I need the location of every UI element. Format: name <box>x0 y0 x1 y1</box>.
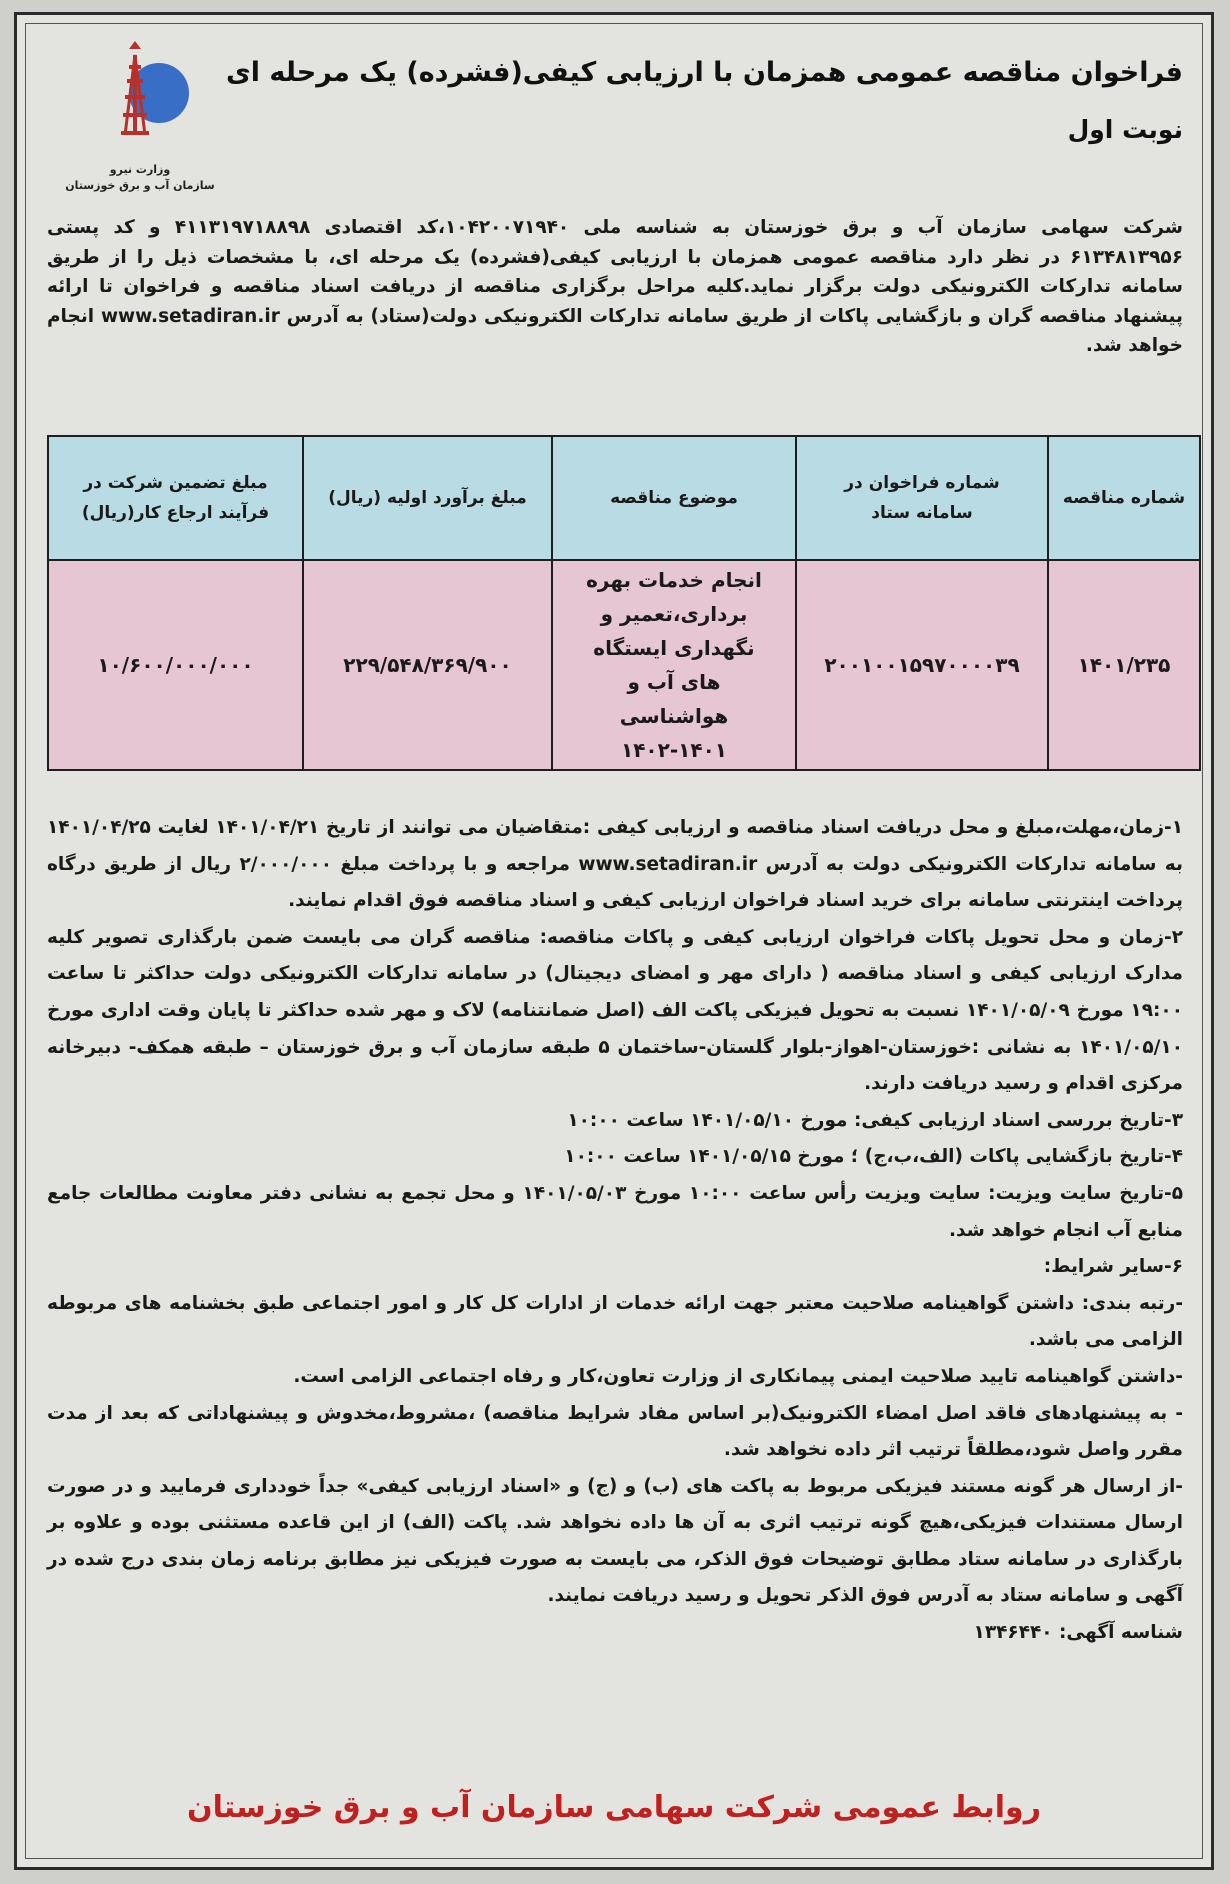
section-6-heading: ۶-سایر شرایط: <box>1043 1256 1183 1278</box>
intro-paragraph: شرکت سهامی سازمان آب و برق خوزستان به شناسه ملی ۱۰۴۲۰۰۷۱۹۴۰،کد اقتصادی ۴۱۱۳۱۹۷۱۸۸۹۸ و کد پستی ۶۱۳۴۸۱۳۹۵۶ در نظر دارد مناقصه عمومی همزمان با ارزیابی کیفی(فشرده) یک مرحله ای، با مشخصات ذیل را از طریق سامانه تدارکات الکترونیکی دولت برگزار نماید.کلیه مراحل برگزاری مناقصه از دریافت اسناد مناقصه و فراخوان تا ارائه پیشنهاد مناقصه گران و بازگشایی پاکات از طریق سامانه تدارکات الکترونیکی دولت(ستاد) به آدرس www.setadiran.ir انجام خواهد شد. <box>47 217 1183 356</box>
header-guarantee: مبلغ تضمین شرکت در فرآیند ارجاع کار(ریال) <box>48 436 303 560</box>
section-1-documents: ۱-زمان،مهلت،مبلغ و محل دریافت اسناد مناقصه و ارزیابی کیفی :متقاضیان می توانند از تاریخ ۱۴۰۱/۰۴/۲۱ لغایت ۱۴۰۱/۰۴/۲۵ به سامانه تدارکات الکترونیکی دولت به آدرس www.setadiran.ir مراجعه و با پرداخت مبلغ ۲/۰۰۰/۰۰۰ ریال از طریق درگاه پرداخت اینترنتی سامانه برای خرید اسناد فراخوان ارزیابی کیفی و اسناد مناقصه فوق اقدام نمایند. <box>47 817 1183 912</box>
section-5-site-visit: ۵-تاریخ سایت ویزیت: سایت ویزیت رأس ساعت ۱۰:۰۰ مورخ ۱۴۰۱/۰۵/۰۳ و محل تجمع به نشانی دفتر معاونت مطالعات جامع منابع آب انجام خواهد شد. <box>47 1182 1183 1241</box>
table-row <box>48 560 1200 770</box>
cell-estimate: ۲۲۹/۵۴۸/۳۶۹/۹۰۰ <box>303 560 552 770</box>
page-subtitle: نوبت اول <box>1067 115 1183 144</box>
page-title: فراخوان مناقصه عمومی همزمان با ارزیابی کیفی(فشرده) یک مرحله ای <box>226 57 1183 88</box>
section-6-rating: -رتبه بندی: داشتن گواهینامه صلاحیت معتبر جهت ارائه خدمات از ادارات کل کار و امور اجتماعی طبق بخشنامه های مربوطه الزامی می باشد. <box>47 1292 1183 1351</box>
header-tender-number: شماره مناقصه <box>1048 436 1200 560</box>
section-4-opening-date: ۴-تاریخ بازگشایی پاکات (الف،ب،ج) ؛ مورخ ۱۴۰۱/۰۵/۱۵ ساعت ۱۰:۰۰ <box>564 1146 1183 1168</box>
announcement-page <box>14 12 1214 1870</box>
cell-guarantee: ۱۰/۶۰۰/۰۰۰/۰۰۰ <box>48 560 303 770</box>
logo-organization-text: سازمان آب و برق خوزستان <box>65 179 215 192</box>
header-subject: موضوع مناقصه <box>552 436 796 560</box>
logo-ministry-text: وزارت نیرو <box>109 163 171 176</box>
cell-tender-number: ۱۴۰۱/۲۳۵ <box>1048 560 1200 770</box>
header-estimate: مبلغ برآورد اولیه (ریال) <box>303 436 552 560</box>
conditions-section <box>47 810 1183 1652</box>
section-6-safety: -داشتن گواهینامه تایید صلاحیت ایمنی پیمانکاری از وزارت تعاون،کار و رفاه اجتماعی الزامی است. <box>293 1365 1183 1387</box>
ad-identifier: شناسه آگهی: ۱۳۴۶۴۴۰ <box>973 1622 1183 1644</box>
header-call-number: شماره فراخوان در سامانه ستاد <box>796 436 1048 560</box>
footer-public-relations: روابط عمومی شرکت سهامی سازمان آب و برق خوزستان <box>187 1790 1041 1825</box>
table-header-row <box>48 436 1200 560</box>
logo-emblem-icon <box>65 35 215 160</box>
tender-table <box>47 435 1201 771</box>
section-2-delivery: ۲-زمان و محل تحویل پاکات فراخوان ارزیابی کیفی و پاکات مناقصه: مناقصه گران می بایست ضمن بارگذاری تصویر کلیه مدارک ارزیابی کیفی و اسناد مناقصه ( دارای مهر و امضای دیجیتال) در سامانه تدارکات الکترونیکی دولت حداکثر تا ساعت ۱۹:۰۰ مورخ ۱۴۰۱/۰۵/۰۹ نسبت به تحویل فیزیکی پاکت الف (اصل ضمانتنامه) لاک و مهر شده حداکثر تا پایان وقت اداری مورخ ۱۴۰۱/۰۵/۱۰ به نشانی :خوزستان-اهواز-بلوار گلستان-ساختمان ۵ طبقه سازمان آب و برق خوزستان – طبقه همکف- دبیرخانه مرکزی اقدام و رسید دریافت دارند. <box>47 926 1183 1095</box>
section-6-signature: - به پیشنهادهای فاقد اصل امضاء الکترونیک(بر اساس مفاد شرایط مناقصه) ،مشروط،مخدوش و پیشنهاداتی که بعد از مدت مقرر واصل شود،مطلقاً ترتیب اثر داده نخواهد شد. <box>47 1402 1183 1461</box>
section-3-evaluation-date: ۳-تاریخ بررسی اسناد ارزیابی کیفی: مورخ ۱۴۰۱/۰۵/۱۰ ساعت ۱۰:۰۰ <box>567 1109 1183 1131</box>
organization-logo <box>65 35 215 205</box>
section-6-physical-docs: -از ارسال هر گونه مستند فیزیکی مربوط به پاکت های (ب) و (ج) و «اسناد ارزیابی کیفی» جداً خودداری فرمایید و در صورت ارسال مستندات فیزیکی،هیچ گونه ترتیب اثری به آن ها داده نخواهد شد. پاکت (الف) از این قاعده مستثنی بوده و علاوه بر بارگذاری در سامانه ستاد مطابق توضیحات فوق الذکر، می بایست به صورت فیزیکی نیز مطابق برنامه زمان بندی درج شده در آگهی و سامانه ستاد به آدرس فوق الذکر تحویل و رسید دریافت نمایند. <box>47 1475 1183 1607</box>
cell-subject: انجام خدمات بهره برداری،تعمیر و نگهداری ایستگاه های آب و هواشناسی ۱۴۰۱-۱۴۰۲ <box>552 560 796 770</box>
cell-call-number: ۲۰۰۱۰۰۱۵۹۷۰۰۰۰۳۹ <box>796 560 1048 770</box>
